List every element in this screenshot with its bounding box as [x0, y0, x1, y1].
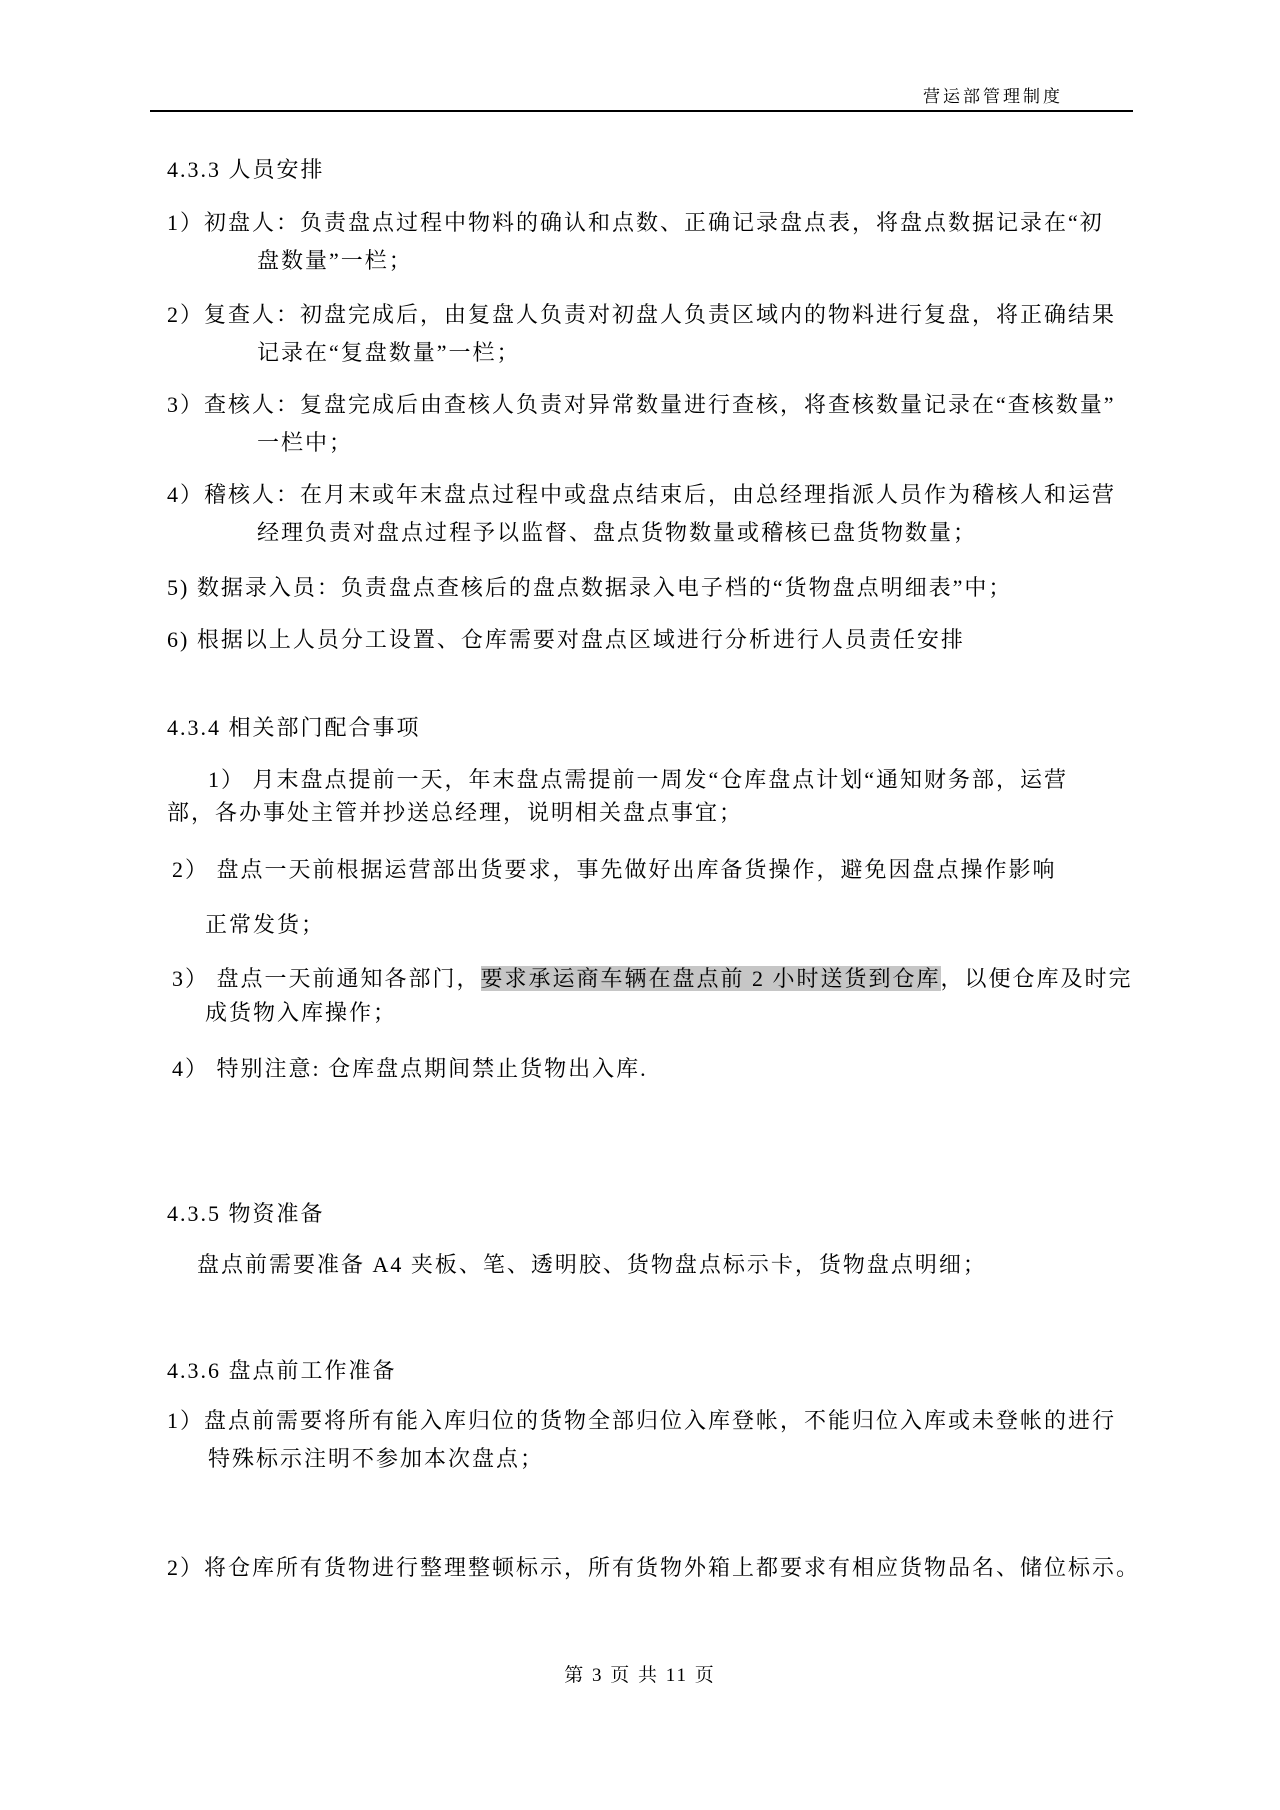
s436-item1-line2: 特殊标示注明不参加本次盘点；: [208, 1446, 545, 1471]
section-heading-435: 4.3.5 物资准备: [167, 1201, 325, 1226]
s434-item3-prefix: 3） 盘点一天前通知各部门，: [172, 966, 481, 991]
s434-item1-line2: 部，各办事处主管并抄送总经理，说明相关盘点事宜；: [167, 800, 744, 825]
s434-item3-line1: [172, 966, 1133, 992]
header-rule: [150, 110, 1133, 112]
s433-item3-line1: 3）查核人：复盘完成后由查核人负责对异常数量进行查核，将查核数量记录在“查核数量”: [167, 392, 1116, 417]
s433-item3-line2: 一栏中；: [257, 430, 354, 455]
s434-item4: 4） 特别注意: 仓库盘点期间禁止货物出入库.: [172, 1056, 648, 1081]
s436-item2: 2）将仓库所有货物进行整理整顿标示，所有货物外箱上都要求有相应货物品名、储位标示。: [167, 1555, 1141, 1580]
s434-item3-highlighted-text: 要求承运商车辆在盘点前 2 小时送货到仓库: [480, 966, 941, 991]
section-heading-434: 4.3.4 相关部门配合事项: [167, 715, 421, 740]
s433-item2-line1: 2）复查人：初盘完成后，由复盘人负责对初盘人负责区域内的物料进行复盘，将正确结果: [167, 302, 1117, 327]
s434-item3-suffix: ，以便仓库及时完: [940, 966, 1133, 991]
s434-item2-line2: 正常发货；: [205, 912, 326, 937]
section-heading-436: 4.3.6 盘点前工作准备: [167, 1358, 397, 1383]
s433-item4-line1: 4）稽核人：在月末或年末盘点过程中或盘点结束后，由总经理指派人员作为稽核人和运营: [167, 482, 1117, 507]
s436-item1-line1: 1）盘点前需要将所有能入库归位的货物全部归位入库登帐，不能归位入库或未登帐的进行: [167, 1408, 1117, 1433]
s435-paragraph: 盘点前需要准备 A4 夹板、笔、透明胶、货物盘点标示卡，货物盘点明细；: [197, 1252, 987, 1277]
page-footer: 第 3 页 共 11 页: [564, 1665, 716, 1686]
section-heading-433: 4.3.3 人员安排: [167, 157, 325, 182]
s433-item6: 6) 根据以上人员分工设置、仓库需要对盘点区域进行分析进行人员责任安排: [167, 627, 965, 652]
page-header-title: 营运部管理制度: [923, 87, 1063, 106]
s434-item1-line1: 1） 月末盘点提前一天，年末盘点需提前一周发“仓库盘点计划“通知财务部，运营: [208, 767, 1069, 792]
s434-item3-line2: 成货物入库操作；: [205, 1000, 398, 1025]
s434-item2-line1: 2） 盘点一天前根据运营部出货要求，事先做好出库备货操作，避免因盘点操作影响: [172, 857, 1057, 882]
s433-item5: 5) 数据录入员：负责盘点查核后的盘点数据录入电子档的“货物盘点明细表”中；: [167, 575, 1013, 600]
s433-item1-line2: 盘数量”一栏；: [257, 248, 413, 273]
s433-item4-line2: 经理负责对盘点过程予以监督、盘点货物数量或稽核已盘货物数量；: [257, 520, 978, 545]
s433-item2-line2: 记录在“复盘数量”一栏；: [257, 340, 521, 365]
s433-item1-line1: 1）初盘人：负责盘点过程中物料的确认和点数、正确记录盘点表，将盘点数据记录在“初: [167, 210, 1104, 235]
